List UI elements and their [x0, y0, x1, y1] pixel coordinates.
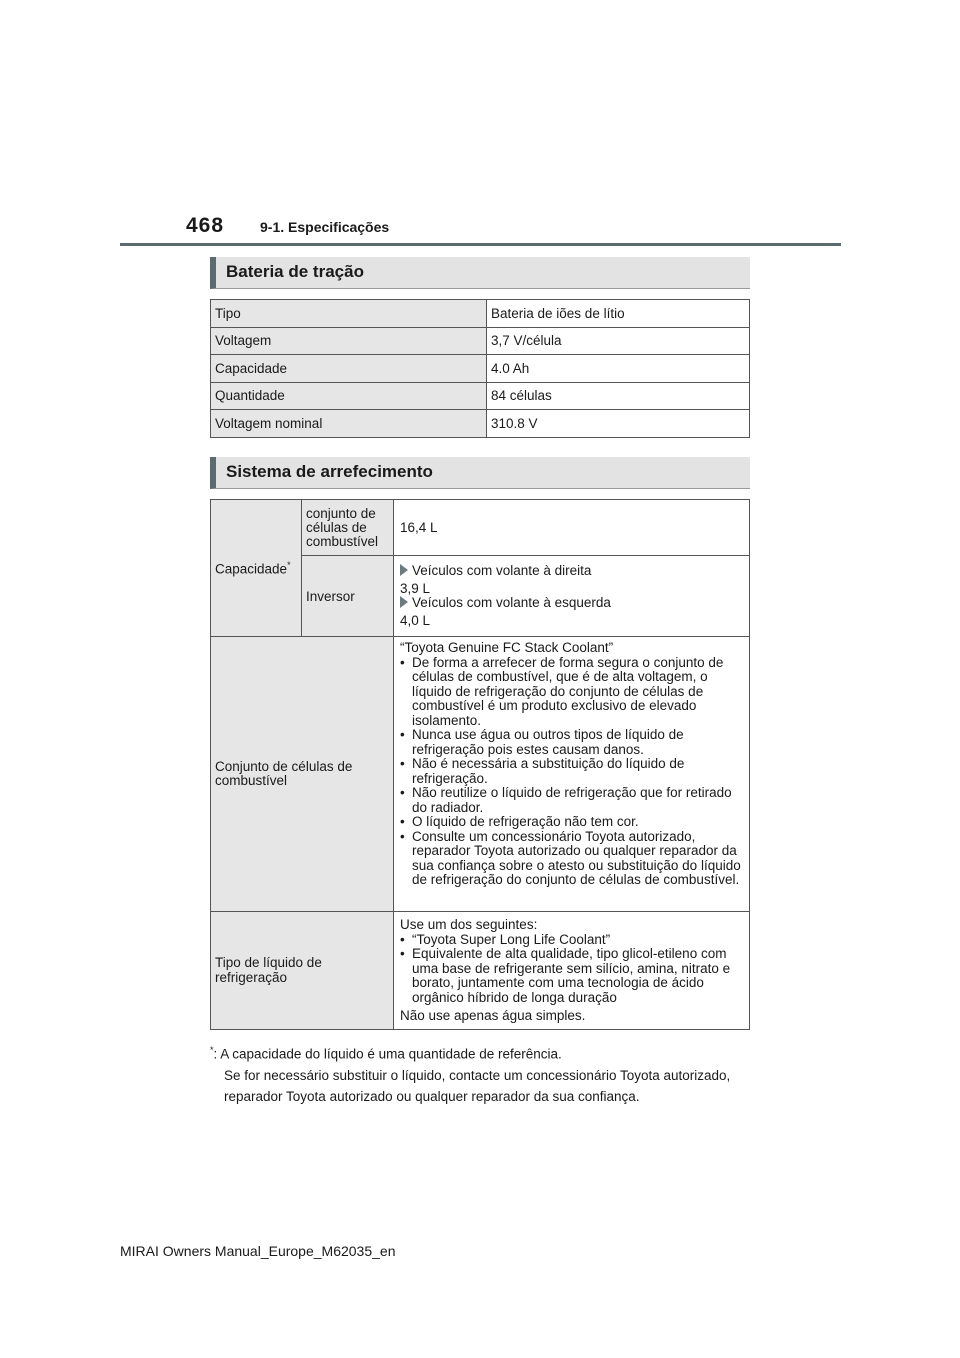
spec-label: Voltagem [211, 327, 487, 355]
table-row [211, 410, 750, 438]
lhd-value: 4,0 L [400, 612, 431, 628]
arrow-right-icon [400, 596, 408, 608]
list-item: • Consulte um concessionário Toyota autorizado, reparador Toyota autorizado ou qualquer reparador da sua confiança sobre o atesto ou substituição do líquido de refrigeração do conjunto de células de combustível. [400, 830, 743, 888]
capacity-label [211, 500, 302, 637]
footnote-line-2: Se for necessário substituir o líquido, contacte um concessionário Toyota autorizado, reparador Toyota autorizado ou qualquer reparador da sua confiança. [224, 1067, 731, 1104]
page-number: 468 [186, 214, 225, 237]
capacity-label-text: Capacidade [215, 561, 288, 577]
table-row [211, 300, 750, 328]
lhd-label: Veículos com volante à esquerda [412, 595, 611, 610]
section-title: 9-1. Especificações [260, 219, 390, 235]
fc-stack-label: Conjunto de células de combustível [211, 637, 394, 912]
spec-label: Tipo [211, 300, 487, 328]
coolant-type-value [394, 912, 750, 1030]
stack-capacity-label: conjunto de células de combustível [302, 500, 394, 556]
spec-value: 310.8 V [487, 410, 750, 438]
traction-battery-heading [210, 257, 750, 289]
list-item: • “Toyota Super Long Life Coolant” [400, 933, 743, 948]
fc-stack-value [394, 637, 750, 912]
inverter-label: Inversor [302, 556, 394, 637]
arrow-right-icon [400, 564, 408, 576]
fc-stack-intro: “Toyota Genuine FC Stack Coolant” [400, 640, 614, 655]
coolant-type-intro: Use um dos seguintes: [400, 917, 538, 932]
rhd-line [400, 564, 743, 579]
list-item: • Nunca use água ou outros tipos de líquido de refrigeração pois estes causam danos. [400, 728, 743, 757]
list-item: • Não é necessária a substituição do líquido de refrigeração. [400, 757, 743, 786]
table-row [211, 382, 750, 410]
lhd-line [400, 596, 743, 611]
table-row [211, 637, 750, 912]
rhd-label: Veículos com volante à direita [412, 563, 592, 578]
footnote-line-1 [210, 1040, 770, 1065]
cooling-system-heading [210, 457, 750, 489]
traction-battery-table [210, 299, 750, 438]
spec-value: 4.0 Ah [487, 355, 750, 383]
footnote [210, 1040, 770, 1107]
list-item: • Equivalente de alta qualidade, tipo glicol-etileno com uma base de refrigerante sem silício, amina, nitrato e borato, juntamente com uma tecnologia de ácido orgânico híbrido de longa duração [400, 947, 743, 1005]
stack-capacity-value: 16,4 L [394, 500, 750, 556]
spec-value: 84 células [487, 382, 750, 410]
footnote-text: : A capacidade do líquido é uma quantidade de referência. [213, 1046, 562, 1062]
table-row [211, 327, 750, 355]
table-row [211, 912, 750, 1030]
cooling-system-heading-text: Sistema de arrefecimento [226, 462, 433, 481]
list-item: • De forma a arrefecer de forma segura o conjunto de células de combustível, que é de alta voltagem, o líquido de refrigeração do conjunto de células de combustível é um produto exclusivo de elevado isolamento. [400, 656, 743, 729]
cooling-system-table [210, 499, 750, 1030]
table-row [211, 355, 750, 383]
list-item: • Não reutilize o líquido de refrigeração que for retirado do radiador. [400, 786, 743, 815]
spec-label: Capacidade [211, 355, 487, 383]
coolant-type-bullets [400, 933, 743, 1006]
footnote-mark: * [287, 559, 291, 570]
inverter-value [394, 556, 750, 637]
coolant-type-outro: Não use apenas água simples. [400, 1008, 586, 1023]
spec-label: Voltagem nominal [211, 410, 487, 438]
traction-battery-heading-text: Bateria de tração [226, 262, 364, 281]
table-row [211, 500, 750, 556]
spec-label: Quantidade [211, 382, 487, 410]
list-item: • O líquido de refrigeração não tem cor. [400, 815, 743, 830]
fc-stack-bullets [400, 656, 743, 888]
rhd-value: 3,9 L [400, 580, 431, 596]
footer-text: MIRAI Owners Manual_Europe_M62035_en [120, 1243, 396, 1259]
coolant-type-label: Tipo de líquido de refrigeração [211, 912, 394, 1030]
spec-value: 3,7 V/célula [487, 327, 750, 355]
spec-value: Bateria de iões de lítio [487, 300, 750, 328]
header-divider [120, 243, 841, 246]
footnote-mark: * [210, 1045, 214, 1055]
